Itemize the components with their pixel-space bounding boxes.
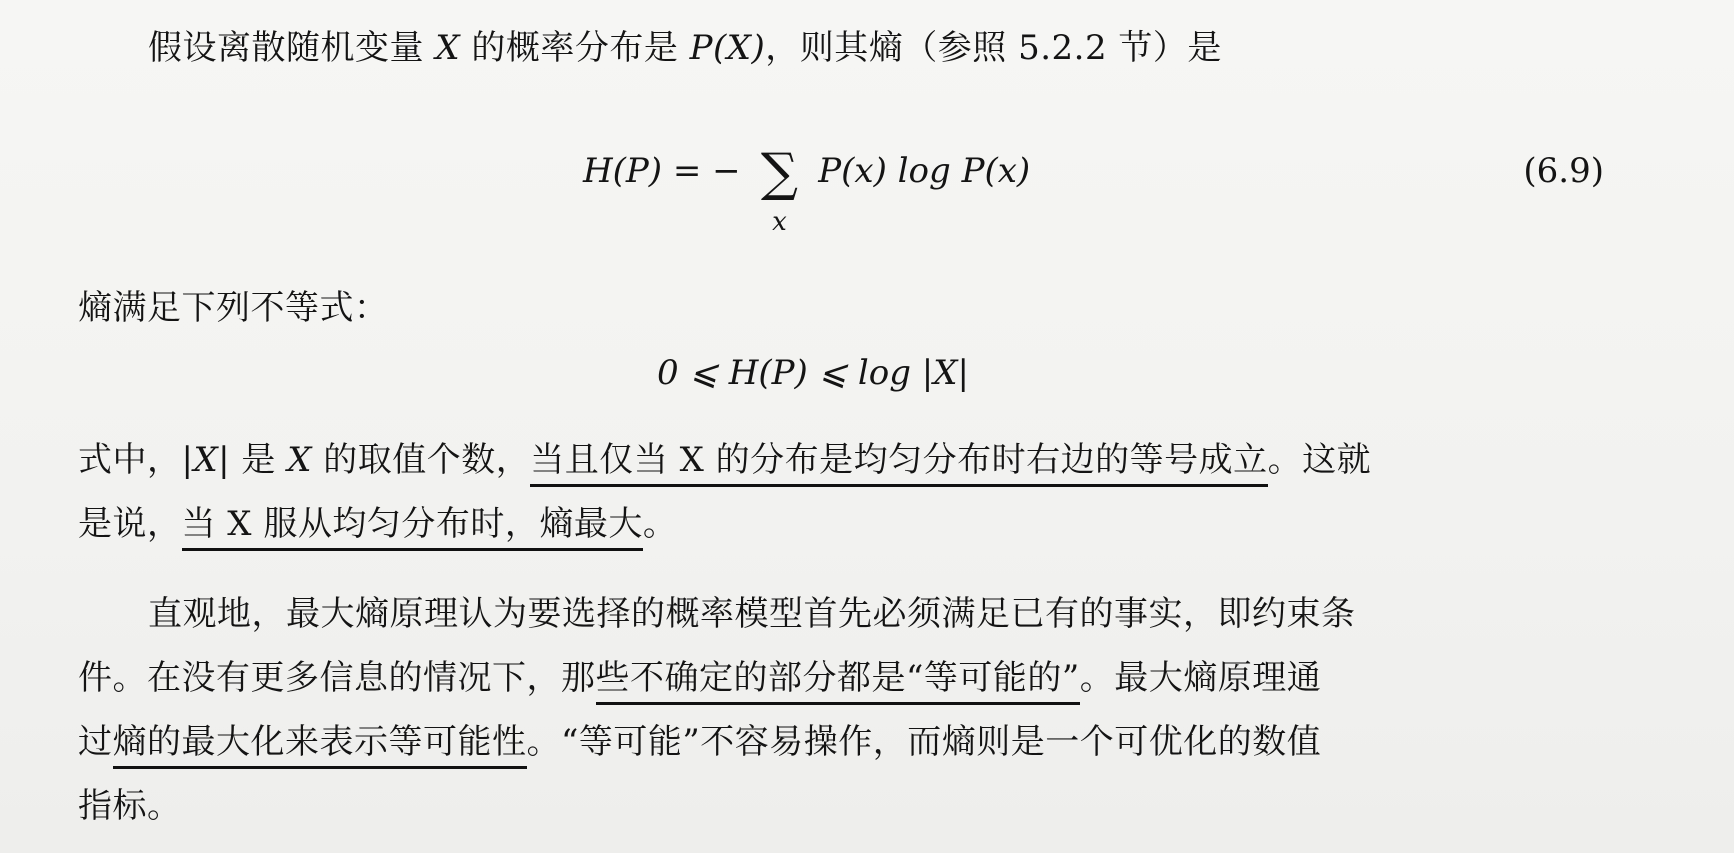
p3-mid1: 是 [230,440,288,480]
equation-6-9 [583,143,1031,237]
underlined-uniform-condition: 当且仅当 X 的分布是均匀分布时右边的等号成立 [530,440,1267,487]
p3-mid2: 的取值个数， [311,440,531,480]
inequality-text: 0 ⩽ H(P) ⩽ log |X| [657,353,969,393]
var-x: X [435,28,461,68]
paragraph-uniform-line2 [78,500,677,548]
prob-dist: P(X) [689,28,766,68]
equation-number: (6.9) [1523,151,1604,191]
paragraph-principle-line1: 直观地，最大熵原理认为要选择的概率模型首先必须满足已有的事实，即约束条 [148,594,1356,634]
summation [751,143,807,237]
abs-x: |X| [181,440,231,480]
intro-text-pre: 假设离散随机变量 [148,28,436,68]
intro-text-mid: 的概率分布是 [460,28,690,68]
underlined-max-entropy: 当 X 服从均匀分布时，熵最大 [182,504,643,551]
paragraph-principle-line2 [78,654,1321,702]
paragraph-principle-line4: 指标。 [78,786,182,826]
p4-l2-pre: 件。在没有更多信息的情况下，那 [78,658,596,698]
sum-subscript: x [772,207,787,237]
entropy-inequality [657,349,969,397]
paragraph-entropy-intro [148,24,1222,72]
underlined-equally-likely: 些不确定的部分都是“等可能的” [596,658,1080,705]
underlined-maximize-entropy: 熵的最大化来表示等可能性 [113,722,527,769]
sum-symbol: ∑ [760,143,799,203]
p3-l2-pre: 是说， [78,504,182,544]
p3-pre: 式中， [78,440,182,480]
eq-lhs: H(P) = − [583,151,741,191]
paragraph-uniform-line1 [78,436,1371,484]
eq-rhs: P(x) log P(x) [818,151,1031,191]
p4-l2-post: 。最大熵原理通 [1079,658,1322,698]
p4-l3-pre: 过 [78,722,113,762]
p4-l3-post: 。“等可能”不容易操作，而熵则是一个可优化的数值 [526,722,1322,762]
p3-l2-post: 。 [642,504,678,544]
p3-post: 。这就 [1267,440,1372,480]
var-x-2: X [287,440,312,480]
paragraph-principle-line3 [78,718,1321,766]
intro-text-post: ，则其熵（参照 5.2.2 节）是 [765,28,1222,68]
paragraph-inequality-intro: 熵满足下列不等式： [78,288,389,328]
